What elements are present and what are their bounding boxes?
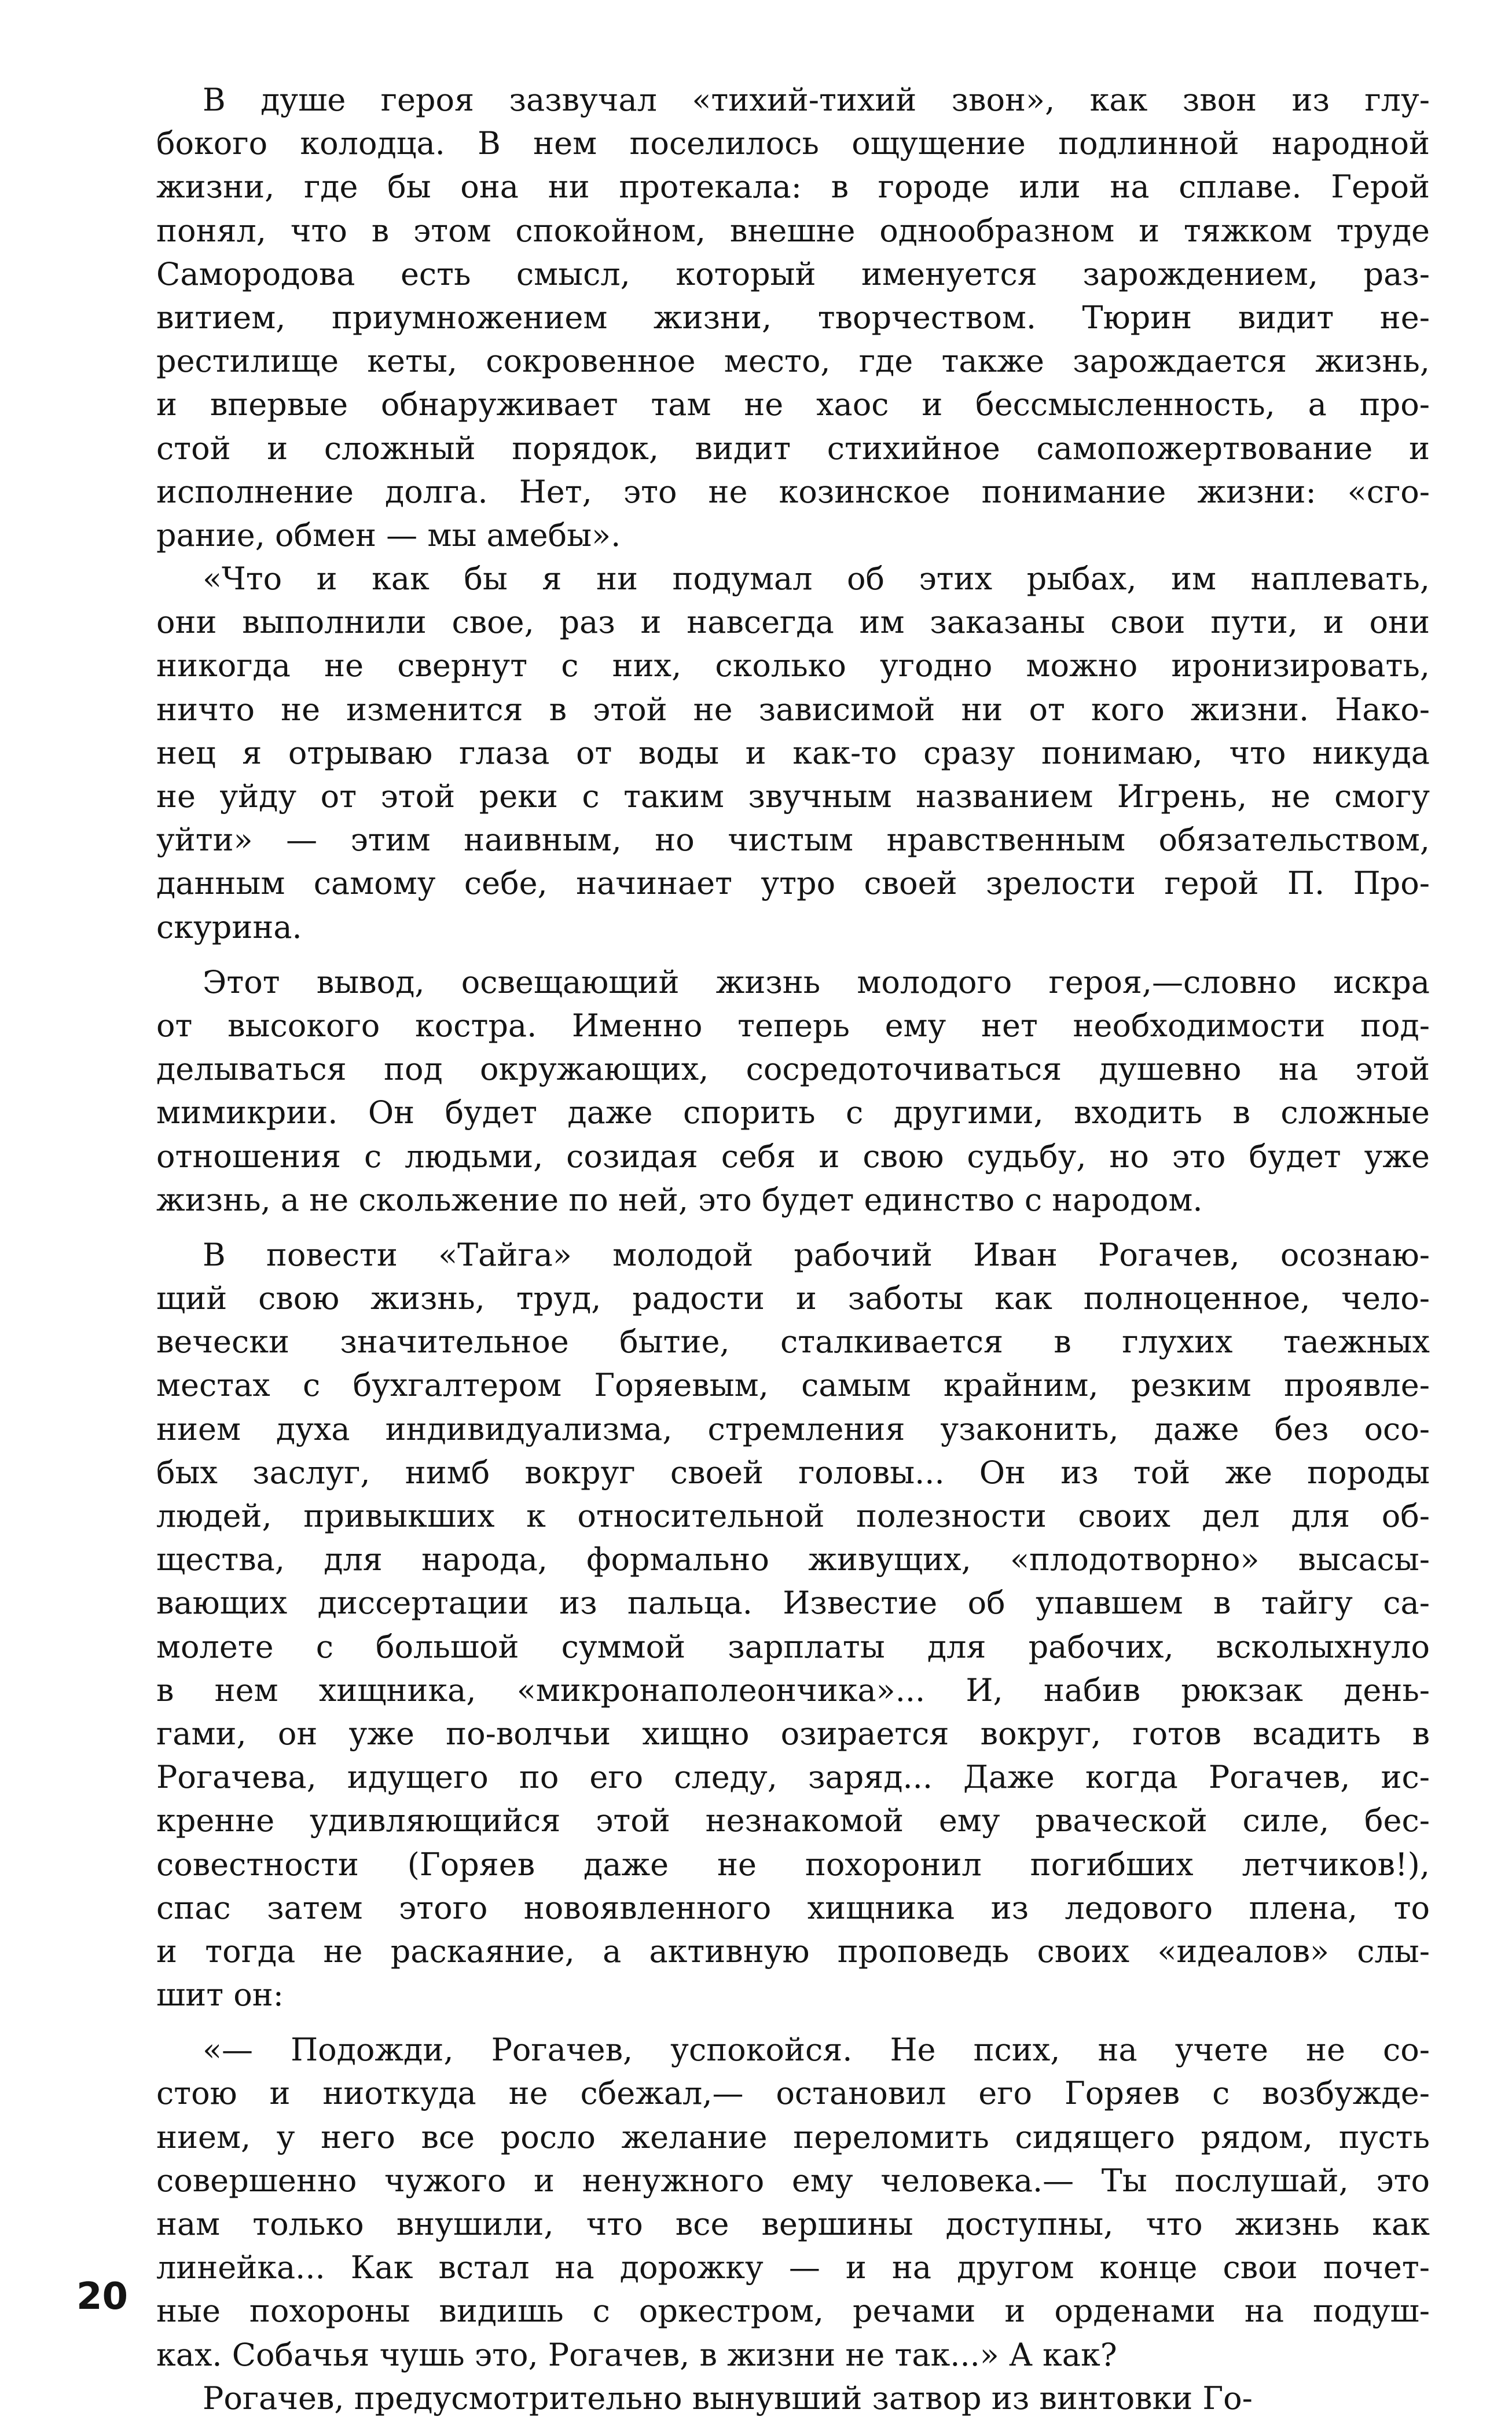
text-line: В душе героя зазвучал «тихий-тихий звон», как звон из глу- [203,82,1430,118]
text-line: щества, для народа, формально живущих, «плодотворно» высасы- [156,1541,1430,1578]
text-line: уйти» — этим наивным, но чистым нравственным обязательством, [156,822,1430,859]
text-line: нием духа индивидуализма, стремления узаконить, даже без осо- [156,1410,1430,1447]
text-line: В повести «Тайга» молодой рабочий Иван Рогачев, осознаю- [203,1236,1430,1273]
paragraph-gap [156,2016,1430,2028]
text-line: Самородова есть смысл, который именуется зарождением, раз- [156,255,1430,292]
text-line: жизнь, а не скольжение по ней, это будет единство с народом. [156,1181,1203,1218]
text-line: спас затем этого новоявленного хищника из ледового плена, то [156,1889,1430,1926]
text-line: шит он: [156,1977,284,2014]
text-line: стой и сложный порядок, видит стихийное самопожертвование и [156,430,1430,467]
text-line: местах с бухгалтером Горяевым, самым крайним, резким проявле- [156,1367,1430,1404]
text-line: «— Подожди, Рогачев, успокойся. Не псих, на учете не со- [203,2032,1430,2069]
text-line: делываться под окружающих, сосредоточиваться душевно на этой [156,1051,1430,1088]
text-line: витием, приумножением жизни, творчеством. Тюрин видит не- [156,299,1430,336]
text-line: данным самому себе, начинает утро своей зрелости герой П. Про- [156,865,1430,902]
text-line: Этот вывод, освещающий жизнь молодого героя,—словно искра [203,963,1430,1000]
text-line: мимикрии. Он будет даже спорить с другими, входить в сложные [156,1094,1430,1131]
text-line: людей, привыкших к относительной полезности своих дел для об- [156,1498,1430,1534]
text-line: в нем хищника, «микронаполеончика»... И, набив рюкзак день- [156,1671,1430,1708]
text-line: гами, он уже по-волчьи хищно озирается вокруг, готов всадить в [156,1715,1430,1752]
text-line: рестилище кеты, сокровенное место, где также зарождается жизнь, [156,343,1430,380]
text-line: ные похороны видишь с оркестром, речами и орденами на подуш- [156,2293,1430,2330]
paragraph [156,557,1430,949]
text-line: ках. Собачья чушь это, Рогачев, в жизни не так...» А как? [156,2336,1117,2373]
text-line: отношения с людьми, созидая себя и свою судьбу, но это будет уже [156,1138,1430,1175]
text-line: совестности (Горяев даже не похоронил погибших летчиков!), [156,1846,1430,1883]
paragraph [156,1233,1430,2016]
text-line: нец я отрываю глаза от воды и как-то сразу понимаю, что никуда [156,734,1430,771]
paragraph [156,2377,1430,2420]
page-body [156,78,1430,2420]
text-line: кренне удивляющийся этой незнакомой ему рваческой силе, бес- [156,1802,1430,1839]
text-line: молете с большой суммой зарплаты для рабочих, всколыхнуло [156,1628,1430,1665]
paragraph [156,78,1430,557]
text-line: не уйду от этой реки с таким звучным названием Игрень, не смогу [156,778,1430,815]
text-line: скурина. [156,908,302,945]
text-line: и впервые обнаруживает там не хаос и бессмысленность, а про- [156,386,1430,423]
text-line: ничто не изменится в этой не зависимой ни от кого жизни. Нако- [156,691,1430,728]
text-line: Рогачева, идущего по его следу, заряд... Даже когда Рогачев, ис- [156,1759,1430,1796]
text-line: «Что и как бы я ни подумал об этих рыбах, им наплевать, [203,560,1430,597]
paragraph [156,2028,1430,2377]
paragraph [156,960,1430,1222]
text-line: жизни, где бы она ни протекала: в городе или на сплаве. Герой [156,168,1430,206]
text-line: от высокого костра. Именно теперь ему нет необходимости под- [156,1007,1430,1044]
text-line: вающих диссертации из пальца. Известие об упавшем в тайгу са- [156,1585,1430,1622]
text-line: понял, что в этом спокойном, внешне однообразном и тяжком труде [156,212,1430,249]
text-line: линейка... Как встал на дорожку — и на другом конце свои почет- [156,2249,1430,2286]
text-line: вечески значительное бытие, сталкивается в глухих таежных [156,1323,1430,1361]
text-line: и тогда не раскаяние, а активную проповедь своих «идеалов» слы- [156,1933,1430,1970]
text-line: нам только внушили, что все вершины доступны, что жизнь как [156,2206,1430,2242]
text-line: они выполнили свое, раз и навсегда им заказаны свои пути, и они [156,604,1430,641]
text-line: совершенно чужого и ненужного ему человека.— Ты послушай, это [156,2162,1430,2199]
text-line: бокого колодца. В нем поселилось ощущение подлинной народной [156,125,1430,162]
text-line: бых заслуг, нимб вокруг своей головы... Он из той же породы [156,1454,1430,1491]
text-line: Рогачев, предусмотрительно вынувший затвор из винтовки Го- [203,2379,1253,2417]
text-line: рание, обмен — мы амебы». [156,516,621,553]
paragraph-gap [156,1222,1430,1233]
text-line: нием, у него все росло желание переломить сидящего рядом, пусть [156,2118,1430,2155]
text-line: щий свою жизнь, труд, радости и заботы как полноценное, чело- [156,1280,1430,1317]
paragraph-gap [156,949,1430,960]
page-number: 20 [76,2275,129,2318]
text-line: исполнение долга. Нет, это не козинское понимание жизни: «сго- [156,473,1430,510]
text-line: никогда не свернут с них, сколько угодно можно иронизировать, [156,647,1430,684]
text-line: стою и ниоткуда не сбежал,— остановил его Горяев с возбужде- [156,2075,1430,2112]
